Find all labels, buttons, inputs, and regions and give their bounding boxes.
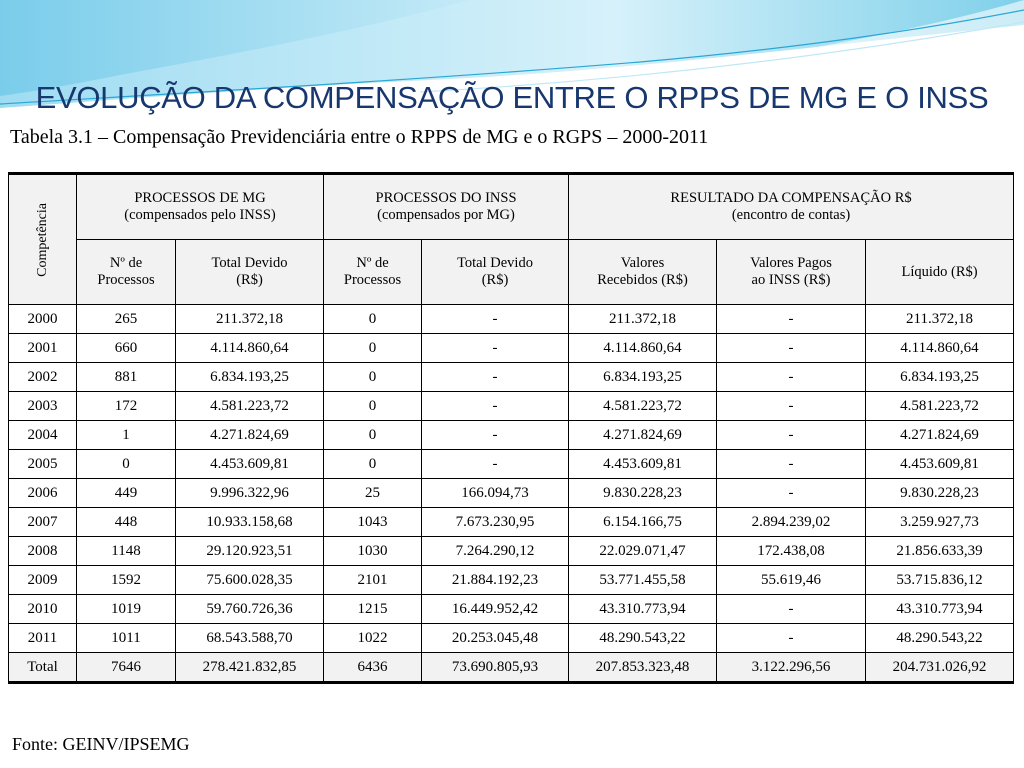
table-cell: 0 [324, 450, 422, 479]
table-cell: - [717, 595, 866, 624]
table-cell: 4.581.223,72 [866, 392, 1014, 421]
table-cell: 43.310.773,94 [569, 595, 717, 624]
table-cell: 204.731.026,92 [866, 653, 1014, 683]
table-cell: - [717, 305, 866, 334]
table-row [9, 595, 1014, 624]
table-row [9, 566, 1014, 595]
table-cell: 4.453.609,81 [866, 450, 1014, 479]
table-cell: 2010 [9, 595, 77, 624]
table-cell: 68.543.588,70 [176, 624, 324, 653]
column-header-mg-total-devido: Total Devido (R$) [176, 240, 324, 305]
table-cell: 2005 [9, 450, 77, 479]
table-caption: Tabela 3.1 – Compensação Previdenciária entre o RPPS de MG e o RGPS – 2000-2011 [10, 126, 709, 148]
column-header-liquido: Líquido (R$) [866, 240, 1014, 305]
table-cell: 6.834.193,25 [569, 363, 717, 392]
table-cell: 55.619,46 [717, 566, 866, 595]
table-cell: 9.830.228,23 [866, 479, 1014, 508]
table-cell: 4.114.860,64 [569, 334, 717, 363]
table-row [9, 334, 1014, 363]
table-cell: 20.253.045,48 [422, 624, 569, 653]
table-cell: 278.421.832,85 [176, 653, 324, 683]
group-header-processos-inss: PROCESSOS DO INSS (compensados por MG) [324, 174, 569, 240]
column-header-valores-recebidos: Valores Recebidos (R$) [569, 240, 717, 305]
table-cell: 4.581.223,72 [569, 392, 717, 421]
table-cell: 48.290.543,22 [866, 624, 1014, 653]
table-cell: 4.271.824,69 [176, 421, 324, 450]
table-cell: Total [9, 653, 77, 683]
table-cell: 10.933.158,68 [176, 508, 324, 537]
table-cell: - [717, 421, 866, 450]
table-cell: 3.259.927,73 [866, 508, 1014, 537]
table-cell: - [422, 450, 569, 479]
table-cell: 6.154.166,75 [569, 508, 717, 537]
table-cell: 660 [77, 334, 176, 363]
table-cell: 21.856.633,39 [866, 537, 1014, 566]
table-cell: 1592 [77, 566, 176, 595]
table-row [9, 392, 1014, 421]
table-cell: 2006 [9, 479, 77, 508]
table-cell: 1 [77, 421, 176, 450]
table-cell: 1030 [324, 537, 422, 566]
table-cell: 7.264.290,12 [422, 537, 569, 566]
table-cell: - [717, 624, 866, 653]
table-cell: - [717, 334, 866, 363]
table-cell: 0 [324, 421, 422, 450]
table-cell: 22.029.071,47 [569, 537, 717, 566]
table-cell: 172 [77, 392, 176, 421]
table-cell: 4.271.824,69 [569, 421, 717, 450]
table-row [9, 450, 1014, 479]
table-cell: 449 [77, 479, 176, 508]
table-cell: 0 [77, 450, 176, 479]
group-header-processos-mg: PROCESSOS DE MG (compensados pelo INSS) [77, 174, 324, 240]
table-cell: 172.438,08 [717, 537, 866, 566]
column-header-mg-processos: Nº de Processos [77, 240, 176, 305]
table-cell: - [717, 363, 866, 392]
table-cell: 6.834.193,25 [866, 363, 1014, 392]
table-cell: 4.581.223,72 [176, 392, 324, 421]
table-cell: 2001 [9, 334, 77, 363]
table-cell: - [422, 334, 569, 363]
table-cell: 211.372,18 [866, 305, 1014, 334]
competencia-header: Competência [9, 174, 77, 305]
table-cell: 21.884.192,23 [422, 566, 569, 595]
column-header-inss-total-devido: Total Devido (R$) [422, 240, 569, 305]
table-cell: 1011 [77, 624, 176, 653]
table-cell: - [422, 392, 569, 421]
table-cell: 166.094,73 [422, 479, 569, 508]
table-cell: 6436 [324, 653, 422, 683]
table-cell: 2008 [9, 537, 77, 566]
compensation-table [8, 172, 1014, 684]
source-note: Fonte: GEINV/IPSEMG [12, 734, 190, 754]
column-header-valores-pagos: Valores Pagos ao INSS (R$) [717, 240, 866, 305]
table-total-row [9, 653, 1014, 683]
table-cell: 53.771.455,58 [569, 566, 717, 595]
table-cell: 6.834.193,25 [176, 363, 324, 392]
table-cell: 2003 [9, 392, 77, 421]
table-cell: 1019 [77, 595, 176, 624]
table-cell: 2101 [324, 566, 422, 595]
table-cell: 1043 [324, 508, 422, 537]
table-cell: 4.453.609,81 [176, 450, 324, 479]
table-cell: 53.715.836,12 [866, 566, 1014, 595]
table-row [9, 305, 1014, 334]
table-row [9, 363, 1014, 392]
table-cell: 16.449.952,42 [422, 595, 569, 624]
table-cell: 448 [77, 508, 176, 537]
group-header-resultado: RESULTADO DA COMPENSAÇÃO R$ (encontro de contas) [569, 174, 1014, 240]
table-cell: 0 [324, 334, 422, 363]
table-cell: 2000 [9, 305, 77, 334]
table-cell: 1022 [324, 624, 422, 653]
table-cell: - [717, 450, 866, 479]
table-cell: 59.760.726,36 [176, 595, 324, 624]
table-cell: 2007 [9, 508, 77, 537]
table-row [9, 508, 1014, 537]
table-cell: 7646 [77, 653, 176, 683]
table-cell: 0 [324, 363, 422, 392]
table-cell: 211.372,18 [569, 305, 717, 334]
table-cell: 2004 [9, 421, 77, 450]
table-cell: 2.894.239,02 [717, 508, 866, 537]
table-cell: 1148 [77, 537, 176, 566]
table-row [9, 421, 1014, 450]
table-cell: - [717, 479, 866, 508]
table-cell: 2011 [9, 624, 77, 653]
table-cell: 211.372,18 [176, 305, 324, 334]
table-cell: - [422, 363, 569, 392]
table-cell: 9.830.228,23 [569, 479, 717, 508]
table-cell: 29.120.923,51 [176, 537, 324, 566]
table-cell: 2002 [9, 363, 77, 392]
table-cell: 9.996.322,96 [176, 479, 324, 508]
table-cell: - [422, 421, 569, 450]
table-cell: - [422, 305, 569, 334]
table-cell: 43.310.773,94 [866, 595, 1014, 624]
table-cell: 4.453.609,81 [569, 450, 717, 479]
table-cell: 4.271.824,69 [866, 421, 1014, 450]
table-cell: 25 [324, 479, 422, 508]
table-cell: 75.600.028,35 [176, 566, 324, 595]
table-row [9, 624, 1014, 653]
table-cell: 0 [324, 305, 422, 334]
table-cell: 4.114.860,64 [866, 334, 1014, 363]
table-cell: 881 [77, 363, 176, 392]
column-header-inss-processos: Nº de Processos [324, 240, 422, 305]
table-cell: 48.290.543,22 [569, 624, 717, 653]
table-cell: 1215 [324, 595, 422, 624]
table-cell: 7.673.230,95 [422, 508, 569, 537]
table-row [9, 479, 1014, 508]
table-cell: 2009 [9, 566, 77, 595]
table-cell: 207.853.323,48 [569, 653, 717, 683]
slide-title: EVOLUÇÃO DA COMPENSAÇÃO ENTRE O RPPS DE MG E O INSS [35, 80, 989, 115]
table-cell: 4.114.860,64 [176, 334, 324, 363]
table-cell: 3.122.296,56 [717, 653, 866, 683]
table-cell: 265 [77, 305, 176, 334]
table-row [9, 537, 1014, 566]
table-cell: - [717, 392, 866, 421]
table-cell: 73.690.805,93 [422, 653, 569, 683]
table-cell: 0 [324, 392, 422, 421]
